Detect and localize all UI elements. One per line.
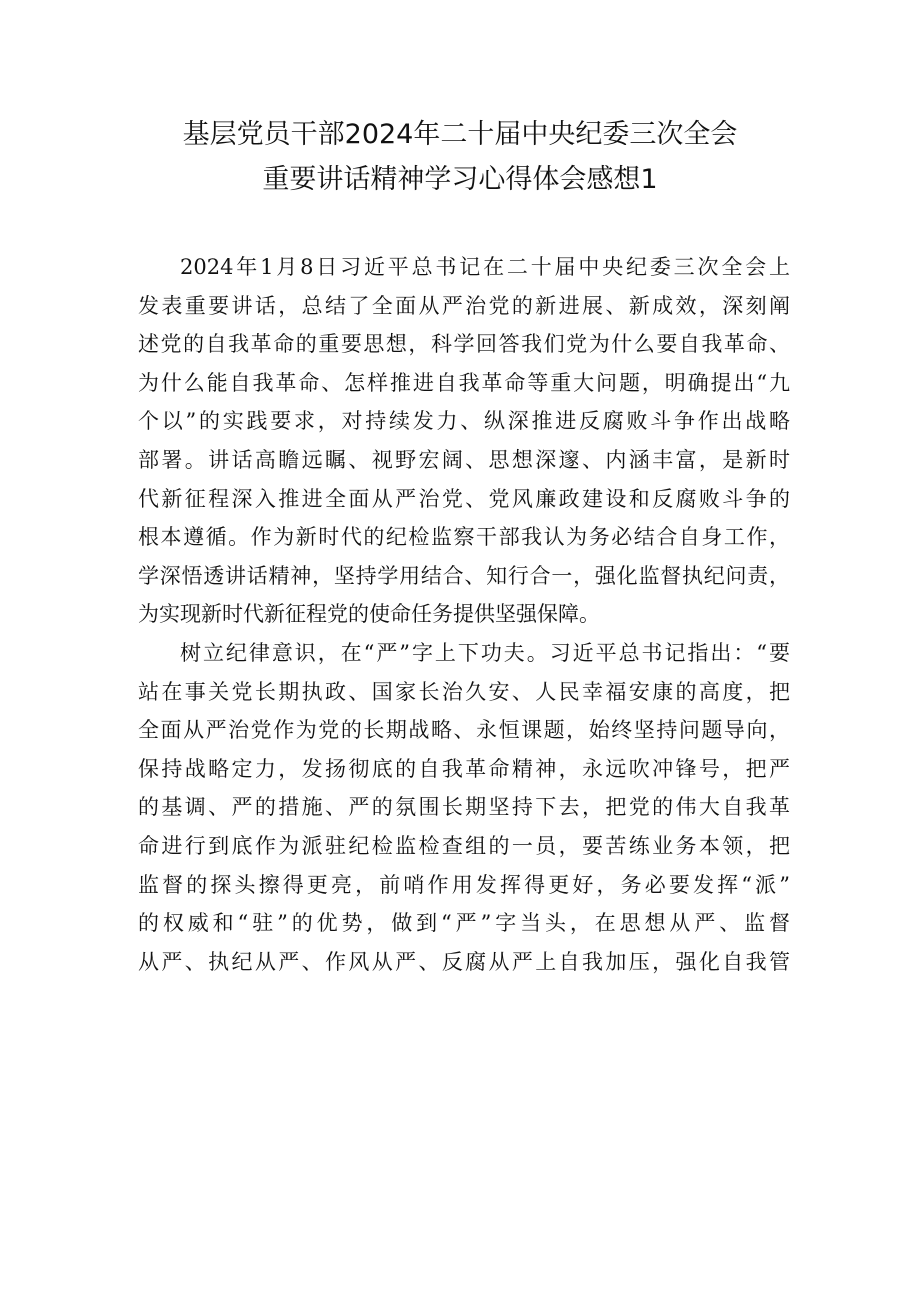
title-line-2: 重要讲话精神学习心得体会感想1	[262, 164, 658, 195]
document-title	[0, 112, 920, 202]
paragraph-line: 述党的自我革命的重要思想，科学回答我们党为什么要自我革命、	[138, 332, 790, 357]
paragraph-line: 全面从严治党作为党的长期战略、永恒课题，始终坚持问题导向，	[138, 718, 790, 743]
paragraph-line: 为什么能自我革命、怎样推进自我革命等重大问题，明确提出“九	[138, 370, 790, 395]
paragraph-line: 部署。讲话高瞻远瞩、视野宏阔、思想深邃、内涵丰富，是新时	[138, 447, 790, 472]
paragraph-line: 树立纪律意识，在“严”字上下功夫。习近平总书记指出：“要	[180, 640, 790, 665]
document-body	[138, 248, 790, 981]
paragraph-line: 命进行到底作为派驻纪检监检查组的一员，要苦练业务本领，把	[138, 833, 790, 858]
paragraph-line: 个以”的实践要求，对持续发力、纵深推进反腐败斗争作出战略	[138, 409, 790, 434]
paragraph-2	[138, 634, 790, 981]
paragraph-line: 站在事关党长期执政、国家长治久安、人民幸福安康的高度，把	[138, 679, 790, 704]
paragraph-line: 为实现新时代新征程党的使命任务提供坚强保障。	[138, 602, 600, 627]
paragraph-line: 根本遵循。作为新时代的纪检监察干部我认为务必结合自身工作，	[138, 525, 790, 550]
paragraph-line: 监督的探头擦得更亮，前哨作用发挥得更好，务必要发挥“派”	[138, 872, 790, 897]
paragraph-line: 从严、执纪从严、作风从严、反腐从严上自我加压，强化自我管	[138, 949, 790, 974]
title-line-1: 基层党员干部2024年二十届中央纪委三次全会	[182, 119, 738, 150]
paragraph-line: 代新征程深入推进全面从严治党、党风廉政建设和反腐败斗争的	[138, 486, 790, 511]
paragraph-line: 的基调、严的措施、严的氛围长期坚持下去，把党的伟大自我革	[138, 795, 790, 820]
paragraph-line: 保持战略定力，发扬彻底的自我革命精神，永远吹冲锋号，把严	[138, 756, 790, 781]
paragraph-line: 的权威和“驻”的优势，做到“严”字当头，在思想从严、监督	[138, 911, 790, 936]
paragraph-line: 学深悟透讲话精神，坚持学用结合、知行合一，强化监督执纪问责，	[138, 563, 790, 588]
paragraph-line: 发表重要讲话，总结了全面从严治党的新进展、新成效，深刻阐	[138, 293, 790, 318]
paragraph-line: 2024年1月8日习近平总书记在二十届中央纪委三次全会上	[180, 255, 790, 279]
paragraph-1	[138, 248, 790, 634]
